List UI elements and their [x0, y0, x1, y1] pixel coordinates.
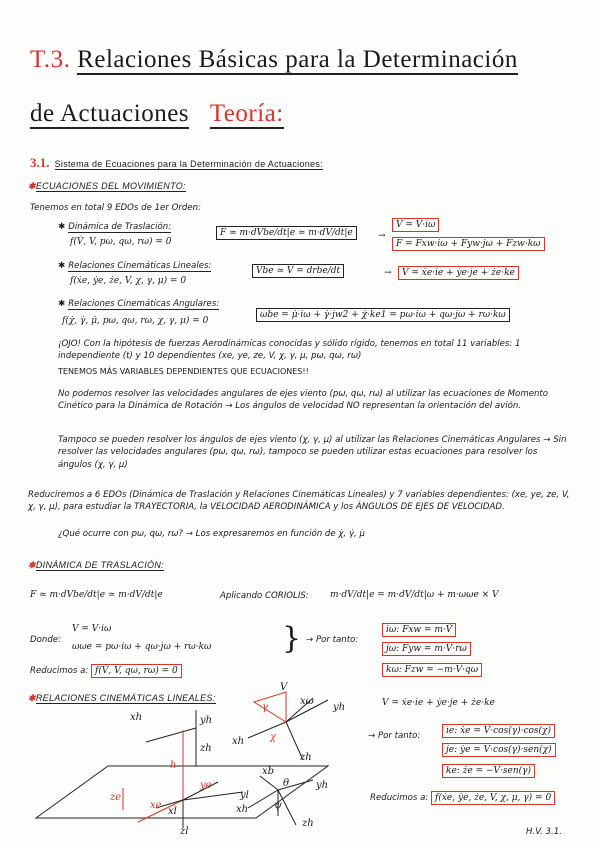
title-line-2: de Actuaciones	[30, 100, 190, 127]
movimiento-heading: ✱ECUACIONES DEL MOVIMIENTO:	[28, 181, 186, 191]
portanto-label: Por tanto:	[315, 635, 359, 645]
label-zl: zl	[180, 826, 189, 837]
movimiento-intro: Tenemos en total 9 EDOs de 1er Orden:	[30, 203, 201, 213]
cinematicas-r2: je: ẏe = V·cos(γ)·sen(χ)	[442, 743, 556, 757]
xb-axis	[260, 776, 278, 790]
cinlin-result: V = ẋe·ie + ẏe·je + że·ke	[398, 266, 519, 280]
page-title-2	[30, 100, 284, 128]
cinlin-func: f(ẋe, ẏe, że, V, χ, γ, μ) = 0	[70, 276, 187, 286]
title-number: T.3.	[30, 46, 71, 73]
label-theta: θ	[283, 778, 290, 789]
cin-portanto-row: → Por tanto:	[368, 731, 421, 741]
ground-plane	[36, 766, 328, 818]
portanto-row: → Por tanto:	[306, 635, 359, 645]
cinang-label-row: ✱ Relaciones Cinemáticas Angulares:	[58, 299, 220, 309]
label-yl: yl	[240, 790, 249, 801]
cinlin-eq: Vbe ≃ V = drbe/dt	[252, 264, 344, 278]
dinamica-arrow: →	[378, 231, 386, 241]
label-psi: ψ	[274, 800, 282, 811]
label-xh: xh	[130, 712, 143, 723]
donde-label: Donde:	[30, 635, 61, 645]
label-h: h	[170, 760, 177, 771]
dinamica-label-row: ✱ Dinámica de Traslación:	[58, 222, 172, 232]
label-yh-2: yh	[333, 702, 346, 713]
label-zh-3: zh	[302, 818, 314, 829]
dinamica-func: f(V̇, V, pω, qω, rω) = 0	[70, 237, 172, 247]
cinlin-label: Relaciones Cinemáticas Lineales:	[68, 261, 212, 271]
label-xb: xb	[262, 766, 275, 777]
dinamica-heading: ✱DINÁMICA DE TRASLACIÓN:	[28, 560, 164, 570]
title-theory: Teoría:	[209, 100, 284, 127]
dinamica-result-2: F = Fxw·iω + Fyw·jω + Fzw·kω	[392, 237, 545, 251]
paragraph-question: ¿Qué ocurre con pω, qω, rω? → Los expresaremos en función de χ̇, γ̇, μ̇	[58, 529, 365, 539]
paragraph-angular-speeds: No podemos resolver las velocidades angulares de ejes viento (pω, qω, rω) al utilizar las ecuaciones de Momento Cinético para la Dinámica de Rotación → Los ángulos de velocidad NO representan la orientación del avión.	[58, 389, 549, 412]
label-zh-2: zh	[300, 752, 312, 763]
paragraph-wind-angles: Tampoco se pueden resolver los ángulos de ejes viento (χ, γ, μ) al utilizar las Relaciones Cinemáticas Angulares → Sin resolver las velocidades angulares (pω, qω, rω), tampoco se pueden utilizar estas ecuaciones para resolver los ángulos (χ, γ, μ)	[58, 435, 567, 470]
dinamica-eq1: F ≃ m·dVbe/dt|e ≃ m·dV/dt|e	[30, 590, 163, 600]
cinang-eq: ωbe = μ̇·iω + γ̇·jw2 + χ̇·ke1 = pω·iω + qω·jω + rω·kω	[256, 308, 510, 322]
label-xh-2: xh	[232, 736, 245, 747]
donde-eq2: ωωe = pω·iω + qω·jω + rω·kω	[72, 642, 212, 652]
dinamica-heading-label: DINÁMICA DE TRASLACIÓN:	[35, 560, 164, 570]
label-ye: ye	[200, 780, 212, 791]
cin-reduce-label: Reducimos a:	[370, 793, 429, 803]
cinematicas-heading-label: RELACIONES CINEMÁTICAS LINEALES:	[35, 693, 216, 703]
cin-reduce-row	[370, 792, 555, 804]
dinamica-reduce-box: f(V̇, V, qω, rω) = 0	[91, 664, 182, 678]
movimiento-heading-label: ECUACIONES DEL MOVIMIENTO:	[35, 181, 186, 191]
dinamica-result-1: V = V·iω	[392, 218, 439, 232]
title-line-1: Relaciones Básicas para la Determinación	[77, 46, 518, 73]
coriolis-label: Aplicando CORIOLIS:	[220, 591, 309, 601]
label-xe: xe	[150, 800, 162, 811]
cinematicas-heading: ✱RELACIONES CINEMÁTICAS LINEALES:	[28, 693, 216, 703]
cinlin-label-row: ✱ Relaciones Cinemáticas Lineales:	[58, 261, 212, 271]
footer-signature: H.V. 3.1.	[526, 827, 562, 837]
xh-axis	[146, 728, 196, 742]
label-xh-3: xh	[236, 804, 249, 815]
dinamica-eq: F ≃ m·dVbe/dt|e ≃ m·dV/dt|e	[216, 226, 357, 240]
xh2-axis	[248, 722, 286, 738]
dinamica-reduce-label: Reducimos a:	[30, 666, 89, 676]
label-gamma: γ	[262, 702, 268, 713]
paragraph-ojo: ¡OJO! Con la hipótesis de fuerzas Aerodinámicas conocidas y sólido rígido, tenemos en total 11 variables: 1 independiente (t) y 10 dependientes (xe, ye, ze, V, χ, γ, μ, pω, qω, rω)	[58, 339, 521, 362]
label-yh-3: yh	[316, 780, 329, 791]
paragraph-warning: TENEMOS MÁS VARIABLES DEPENDIENTES QUE ECUACIONES!!	[58, 367, 309, 376]
label-yh: yh	[200, 715, 213, 726]
paragraph-reduction: Reduciremos a 6 EDOs (Dinámica de Traslación y Relaciones Cinemáticas Lineales) y 7 variables dependientes: (xe, ye, ze, V, χ, γ, μ), para estudiar la TRAYECTORIA, la VELOCIDAD AERODINÁMICA y los ÁNGULOS DE EJES DE VELOCIDAD.	[28, 490, 570, 513]
brace: }	[282, 621, 302, 656]
cin-reduce-box: f(ẋe, ẏe, że, V, χ, μ, γ) = 0	[431, 791, 555, 805]
coriolis-eq: m·dV/dt|e = m·dV/dt|ω + m·ωωe × V	[330, 590, 499, 600]
label-xw: xω	[300, 696, 314, 707]
dinamica-r1: iω: Fxw = m·V̇	[382, 623, 456, 637]
cinlin-arrow: →	[384, 268, 392, 278]
dinamica-label: Dinámica de Traslación:	[68, 222, 172, 232]
gamma-triangle	[254, 692, 286, 722]
label-v: V	[280, 682, 288, 693]
section-number: 3.1.	[30, 155, 50, 170]
label-xl: xl	[168, 806, 177, 817]
label-chi: χ	[270, 732, 277, 743]
yl-axis	[183, 792, 243, 800]
cin-portanto-label: Por tanto:	[377, 731, 421, 741]
page-title	[30, 46, 518, 74]
section-heading	[30, 152, 323, 171]
cinematicas-r3: ke: że = −V·sen(γ)	[442, 764, 535, 778]
label-zh: zh	[200, 743, 212, 754]
dinamica-r2: jω: Fyw = m·V·rω	[382, 642, 471, 656]
dinamica-reduce-row	[30, 665, 182, 677]
section-title: Sistema de Ecuaciones para la Determinación de Actuaciones:	[54, 159, 323, 169]
donde-eq1: V = V·iω	[72, 624, 112, 634]
cinematicas-eq: V = ẋe·ie + ẏe·je + że·ke	[382, 698, 495, 708]
dinamica-r3: kω: Fzw = −m·V·qω	[382, 663, 482, 677]
cinang-label: Relaciones Cinemáticas Angulares:	[68, 299, 220, 309]
cinang-func: f(χ̇, γ̇, μ̇, pω, qω, rω, χ, γ, μ) = 0	[62, 316, 209, 326]
label-ze: ze	[110, 792, 122, 803]
cinematicas-r1: ie: ẋe = V·cos(γ)·cos(χ)	[442, 724, 555, 738]
reference-frames-diagram	[28, 680, 373, 845]
